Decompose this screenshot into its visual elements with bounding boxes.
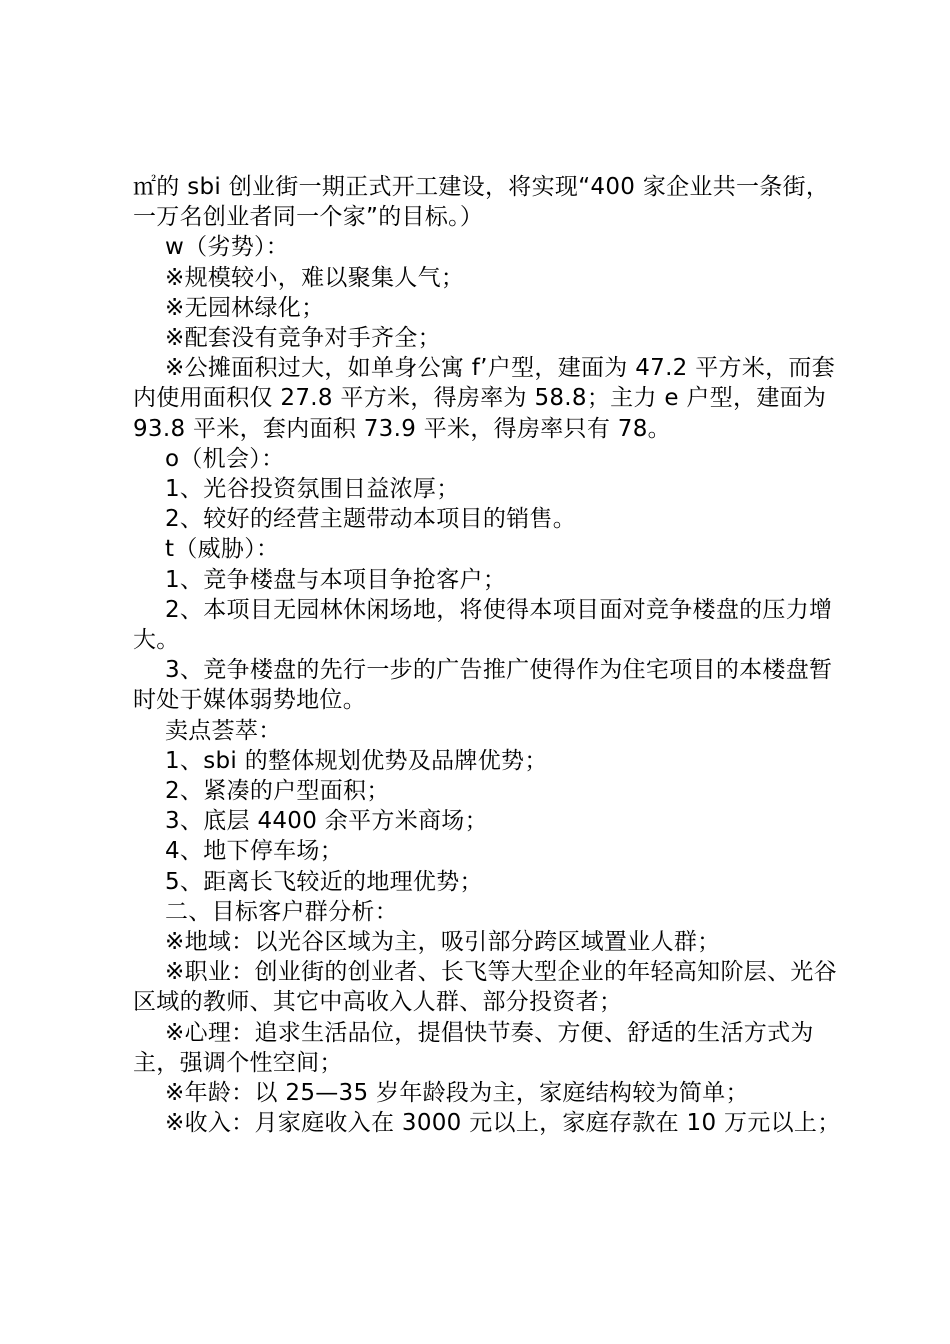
selling-point-3: 3、底层 4400 余平方米商场； (165, 808, 488, 835)
opportunity-item-1: 1、光谷投资氛围日益浓厚； (165, 476, 460, 503)
customer-item-age: ※年龄：以 25—35 岁年龄段为主，家庭结构较为简单； (165, 1080, 749, 1107)
heading-selling-points: 卖点荟萃： (165, 717, 282, 744)
weakness-item-scale: ※规模较小，难以聚集人气； (165, 264, 465, 291)
selling-point-1: 1、sbi 的整体规划优势及品牌优势； (165, 747, 548, 774)
selling-point-4: 4、地下停车场； (165, 838, 344, 865)
document-body (133, 172, 845, 1139)
heading-weakness: w（劣势）： (165, 234, 290, 261)
customer-item-region: ※地域：以光谷区域为主，吸引部分跨区域置业人群； (165, 929, 721, 956)
customer-item-income: ※收入：月家庭收入在 3000 元以上，家庭存款在 10 万元以上； (165, 1110, 841, 1137)
heading-threat: t（威胁）： (165, 536, 280, 563)
threat-item-1: 1、竞争楼盘与本项目争抢客户； (165, 566, 507, 593)
threat-item-3: 3、竞争楼盘的先行一步的广告推广使得作为住宅项目的本楼盘暂时处于媒体弱势地位。 (133, 657, 833, 714)
opportunity-item-2: 2、较好的经营主题带动本项目的销售。 (165, 506, 577, 533)
threat-item-2: 2、本项目无园林休闲场地，将使得本项目面对竞争楼盘的压力增大。 (133, 596, 833, 654)
heading-opportunity: o（机会）： (165, 445, 285, 472)
weakness-item-shared-area: ※公摊面积过大，如单身公寓 f’户型，建面为 47.2 平方米，而套内使用面积仅 27.8 平方米，得房率为 58.8；主力 e 户型，建面为 93.8 平米，套内面积 73.9 平米，得房率只有 78。 (133, 355, 836, 442)
paragraph-intro-continuation: ㎡的 sbi 创业街一期正式开工建设，将实现“400 家企业共一条街，一万名创业者同一个家”的目标。） (133, 174, 830, 231)
selling-point-5: 5、距离长飞较近的地理优势； (165, 868, 483, 895)
weakness-item-facilities: ※配套没有竞争对手齐全； (165, 325, 441, 352)
heading-target-customers: 二、目标客户群分析： (165, 898, 398, 925)
customer-item-occupation: ※职业：创业街的创业者、长飞等大型企业的年轻高知阶层、光谷区域的教师、其它中高收入人群、部分投资者； (133, 959, 837, 1016)
customer-item-psychology: ※心理：追求生活品位，提倡快节奏、方便、舒适的生活方式为主，强调个性空间； (133, 1019, 814, 1076)
weakness-item-landscaping: ※无园林绿化； (165, 294, 325, 321)
selling-point-2: 2、紧凑的户型面积； (165, 778, 390, 805)
